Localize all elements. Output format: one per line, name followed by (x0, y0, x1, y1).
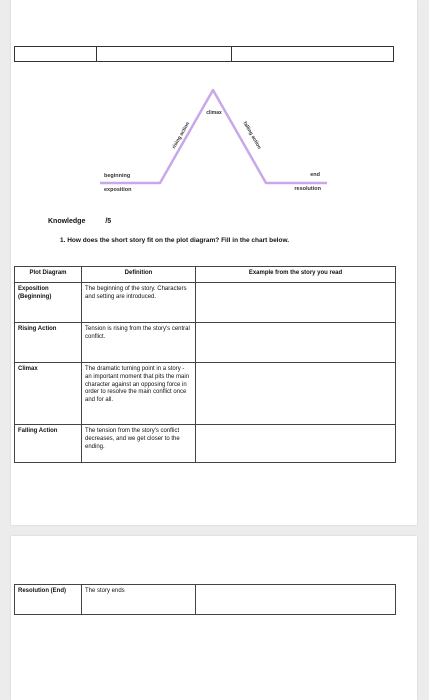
end-label: end (310, 172, 320, 178)
exposition-label: exposition (104, 187, 132, 193)
example-cell[interactable] (196, 585, 396, 615)
knowledge-label: Knowledge (48, 218, 86, 225)
plot-chart-table (14, 266, 396, 463)
definition-cell: The dramatic turning point in a story - an important moment that pits the main character against an opposing force in order to resolve the main conflict once and for all. (82, 363, 196, 425)
term-cell: Resolution (End) (15, 585, 82, 615)
plot-line (100, 90, 327, 183)
climax-label: climax (206, 110, 222, 116)
header-example: Example from the story you read (196, 267, 396, 283)
beginning-label: beginning (104, 173, 131, 179)
term-cell: Falling Action (15, 425, 82, 463)
question-text: 1. How does the short story fit on the plot diagram? Fill in the chart below. (60, 237, 290, 244)
resolution-table (14, 584, 396, 615)
knowledge-line (48, 218, 111, 225)
header-definition: Definition (82, 267, 196, 283)
table-header-row (15, 267, 396, 283)
table-row (15, 323, 396, 363)
definition-cell: The story ends (82, 585, 196, 615)
resolution-label: resolution (294, 186, 321, 192)
definition-cell: Tension is rising from the story's central conflict. (82, 323, 196, 363)
table-row (15, 425, 396, 463)
worksheet-page-2 (11, 536, 417, 700)
example-cell[interactable] (196, 283, 396, 323)
example-cell[interactable] (196, 425, 396, 463)
table-row (15, 585, 396, 615)
term-cell: Rising Action (15, 323, 82, 363)
table-row (15, 283, 396, 323)
definition-cell: The tension from the story's conflict decreases, and we get closer to the ending. (82, 425, 196, 463)
example-cell[interactable] (196, 363, 396, 425)
falling-action-label: falling action (241, 120, 263, 151)
table-row (15, 363, 396, 425)
example-cell[interactable] (196, 323, 396, 363)
header-plot-diagram: Plot Diagram (15, 267, 82, 283)
knowledge-score: /5 (105, 218, 112, 225)
term-cell: Climax (15, 363, 82, 425)
definition-cell: The beginning of the story. Characters and setting are introduced. (82, 283, 196, 323)
rising-action-label: rising action (171, 121, 192, 150)
term-cell: Exposition (Beginning) (15, 283, 82, 323)
